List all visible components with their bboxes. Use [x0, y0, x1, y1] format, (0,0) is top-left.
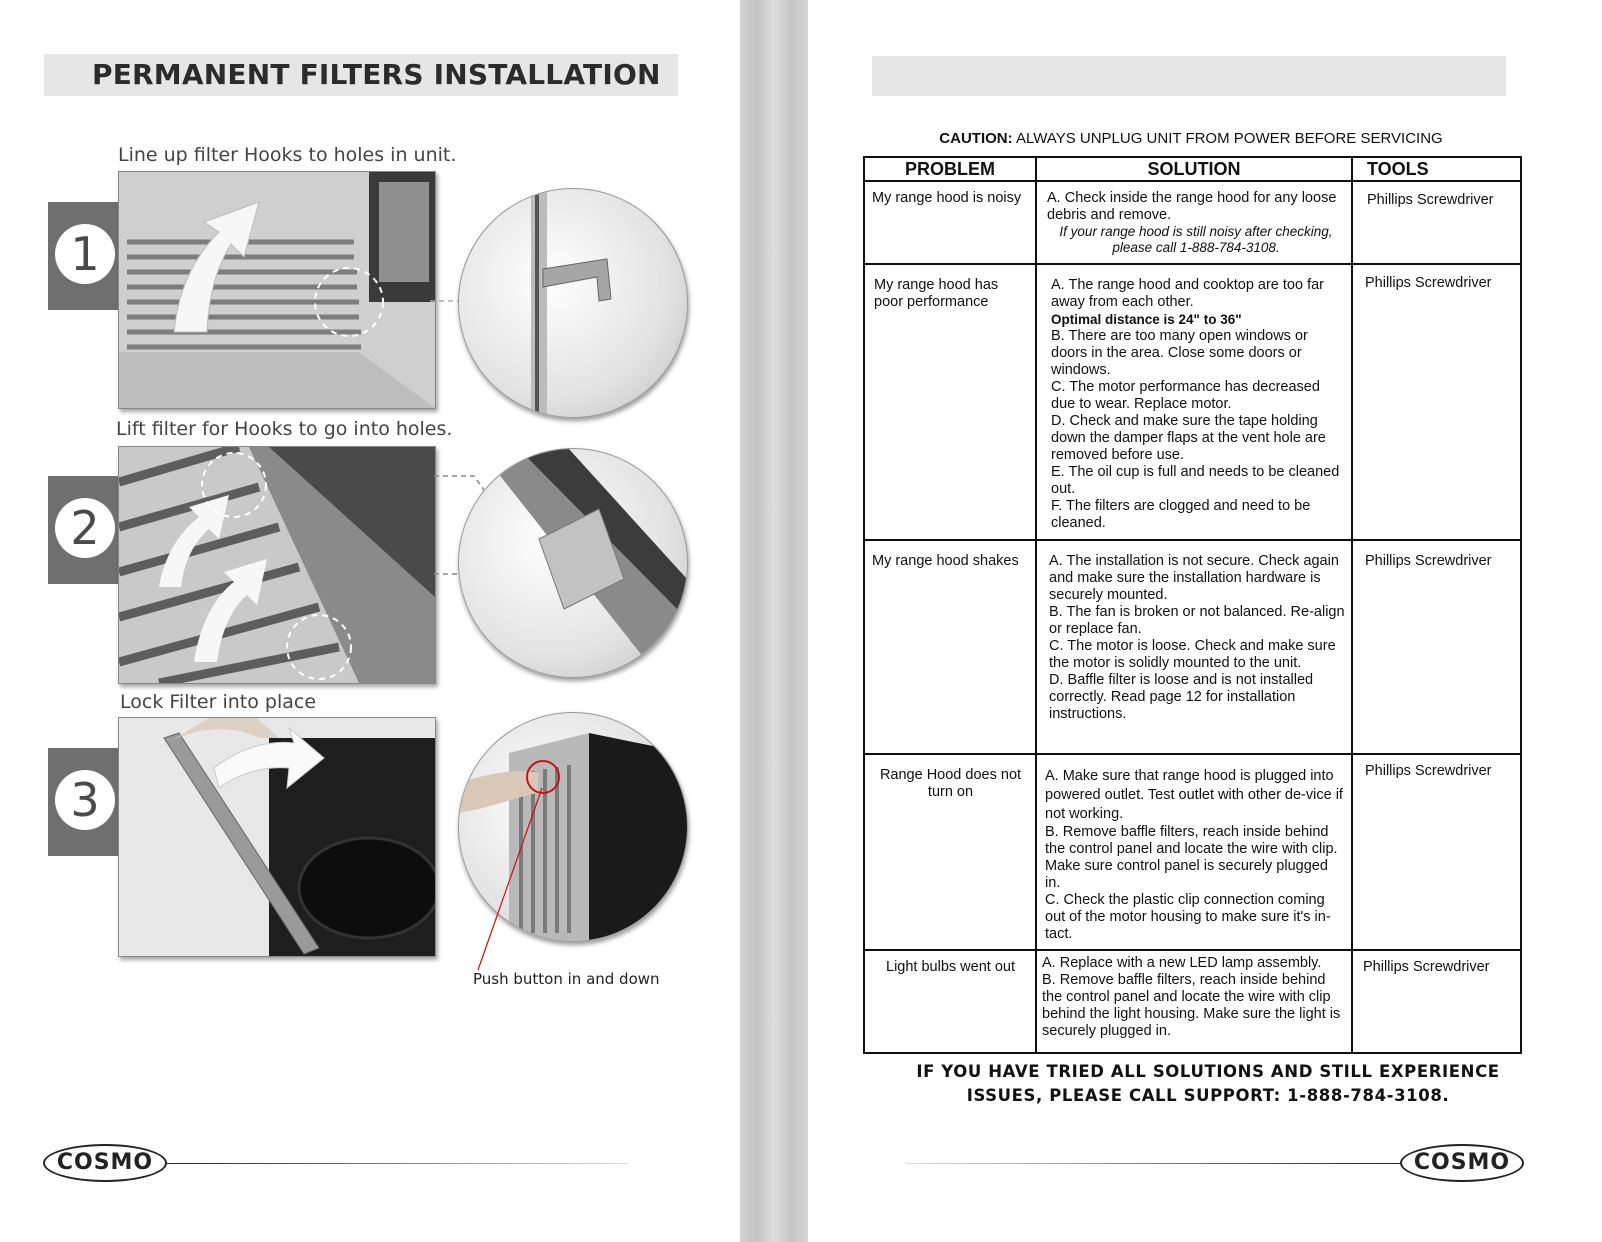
- solution-line: C. The motor is loose. Check and make sure the motor is solidly mounted to the unit.: [1049, 638, 1336, 671]
- solution-cell: [1036, 181, 1352, 264]
- step-1-number: 1: [55, 224, 115, 284]
- solution-line: A. The installation is not secure. Check again and make sure the installation hardware is securely mounted.: [1049, 553, 1339, 603]
- step-2-marker: [48, 476, 120, 584]
- solution-line: B. There are too many open windows or doors in the area. Close some doors or windows.: [1051, 328, 1308, 378]
- tool-cell: Phillips Screwdriver: [1352, 264, 1521, 540]
- step-1-marker: [48, 202, 120, 310]
- solution-line: B. Remove baffle filters, reach inside behind the control panel and locate the wire with clip. Make sure control panel is securely plugged in.: [1045, 824, 1338, 891]
- caution-note: [862, 130, 1520, 147]
- problem-cell: Range Hood does not turn on: [864, 754, 1036, 950]
- troubleshooting-table: [863, 156, 1522, 1054]
- step-3-photo: [118, 717, 436, 957]
- step-3-caption: Lock Filter into place: [120, 691, 317, 713]
- step-1-caption: Line up filter Hooks to holes in unit.: [118, 144, 457, 166]
- step-1-zoom: [458, 188, 688, 418]
- step-3-number: 3: [55, 770, 115, 830]
- push-button-note: Push button in and down: [473, 970, 660, 988]
- solution-line: A. The range hood and cooktop are too far away from each other.: [1051, 277, 1325, 310]
- filter-photo-1: [119, 172, 435, 408]
- logo-text: COSMO: [1413, 1150, 1511, 1175]
- step-2-number: 2: [55, 498, 115, 558]
- solution-line: B. The fan is broken or not balanced. Re-align or replace fan.: [1049, 604, 1345, 637]
- table-row: [864, 264, 1521, 540]
- hook-closeup-1: [459, 189, 687, 417]
- page-spine: [740, 0, 808, 1242]
- tool-cell: Phillips Screwdriver: [1352, 181, 1521, 264]
- caution-label: CAUTION:: [939, 130, 1013, 147]
- table-header-row: [864, 157, 1521, 181]
- solution-line: B. Remove baffle filters, reach inside behind the control panel and locate the wire with clip behind the light housing. Make sure the light is securely plugged in.: [1042, 972, 1341, 1039]
- solution-line: C. The motor performance has decreased due to wear. Replace motor.: [1051, 379, 1320, 412]
- header-problem: PROBLEM: [864, 157, 1036, 181]
- table-row: [864, 540, 1521, 754]
- problem-cell: Light bulbs went out: [864, 950, 1036, 1053]
- table-row: [864, 181, 1521, 264]
- filter-photo-3: [119, 718, 435, 956]
- solution-line: E. The oil cup is full and needs to be cleaned out.: [1051, 464, 1340, 497]
- solution-line: A. Replace with a new LED lamp assembly.: [1042, 955, 1322, 971]
- support-line-1: IF YOU HAVE TRIED ALL SOLUTIONS AND STILL EXPERIENCE: [916, 1062, 1500, 1081]
- solution-line: D. Check and make sure the tape holding down the damper flaps at the vent hole are removed before use.: [1051, 413, 1326, 463]
- solution-cell: [1036, 264, 1352, 540]
- solution-cell: [1036, 540, 1352, 754]
- problem-cell: My range hood shakes: [864, 540, 1036, 754]
- footer-rule-right: [906, 1163, 1400, 1164]
- page-title: PERMANENT FILTERS INSTALLATION: [92, 58, 661, 91]
- cosmo-logo-right: [1400, 1144, 1524, 1182]
- step-3-marker: [48, 748, 120, 856]
- solution-cell: [1036, 950, 1352, 1053]
- problem-cell: My range hood has poor performance: [864, 264, 1036, 540]
- title-bar-right: [872, 56, 1506, 96]
- caution-text: ALWAYS UNPLUG UNIT FROM POWER BEFORE SERVICING: [1012, 130, 1443, 147]
- solution-line: D. Baffle filter is loose and is not installed correctly. Read page 12 for installation instructions.: [1049, 672, 1314, 722]
- step-2-photo: [118, 446, 436, 684]
- optimal-distance-note: Optimal distance is 24" to 36": [1051, 312, 1242, 327]
- problem-cell: My range hood is noisy: [864, 181, 1036, 264]
- step-2-zoom: [458, 448, 688, 678]
- tool-cell: Phillips Screwdriver: [1352, 754, 1521, 950]
- logo-text: COSMO: [56, 1150, 154, 1175]
- step-2-caption: Lift filter for Hooks to go into holes.: [116, 418, 453, 440]
- support-callout: [862, 1060, 1554, 1108]
- solution-italic-note: If your range hood is still noisy after checking, please call 1-888-784-3108.: [1059, 224, 1333, 255]
- header-solution: SOLUTION: [1036, 157, 1352, 181]
- table-row: [864, 950, 1521, 1053]
- support-line-2: ISSUES, PLEASE CALL SUPPORT: 1-888-784-3108.: [966, 1086, 1450, 1105]
- solution-line: A. Check inside the range hood for any loose debris and remove.: [1047, 190, 1337, 223]
- footer-rule-left: [166, 1163, 628, 1164]
- hook-closeup-2: [459, 449, 687, 677]
- tool-cell: Phillips Screwdriver: [1352, 540, 1521, 754]
- callout-line: [474, 784, 554, 974]
- table-row: [864, 754, 1521, 950]
- solution-cell: [1036, 754, 1352, 950]
- cosmo-logo-left: [43, 1144, 167, 1182]
- solution-line: C. Check the plastic clip connection coming out of the motor housing to make sure it's in-tact.: [1045, 892, 1331, 942]
- solution-line: F. The filters are clogged and need to be cleaned.: [1051, 498, 1311, 531]
- tool-cell: Phillips Screwdriver: [1352, 950, 1521, 1053]
- solution-line: A. Make sure that range hood is plugged into powered outlet. Test outlet with other de-vice if not working.: [1045, 768, 1343, 822]
- step-1-photo: [118, 171, 436, 409]
- header-tools: TOOLS: [1352, 157, 1521, 181]
- filter-photo-2: [119, 447, 435, 683]
